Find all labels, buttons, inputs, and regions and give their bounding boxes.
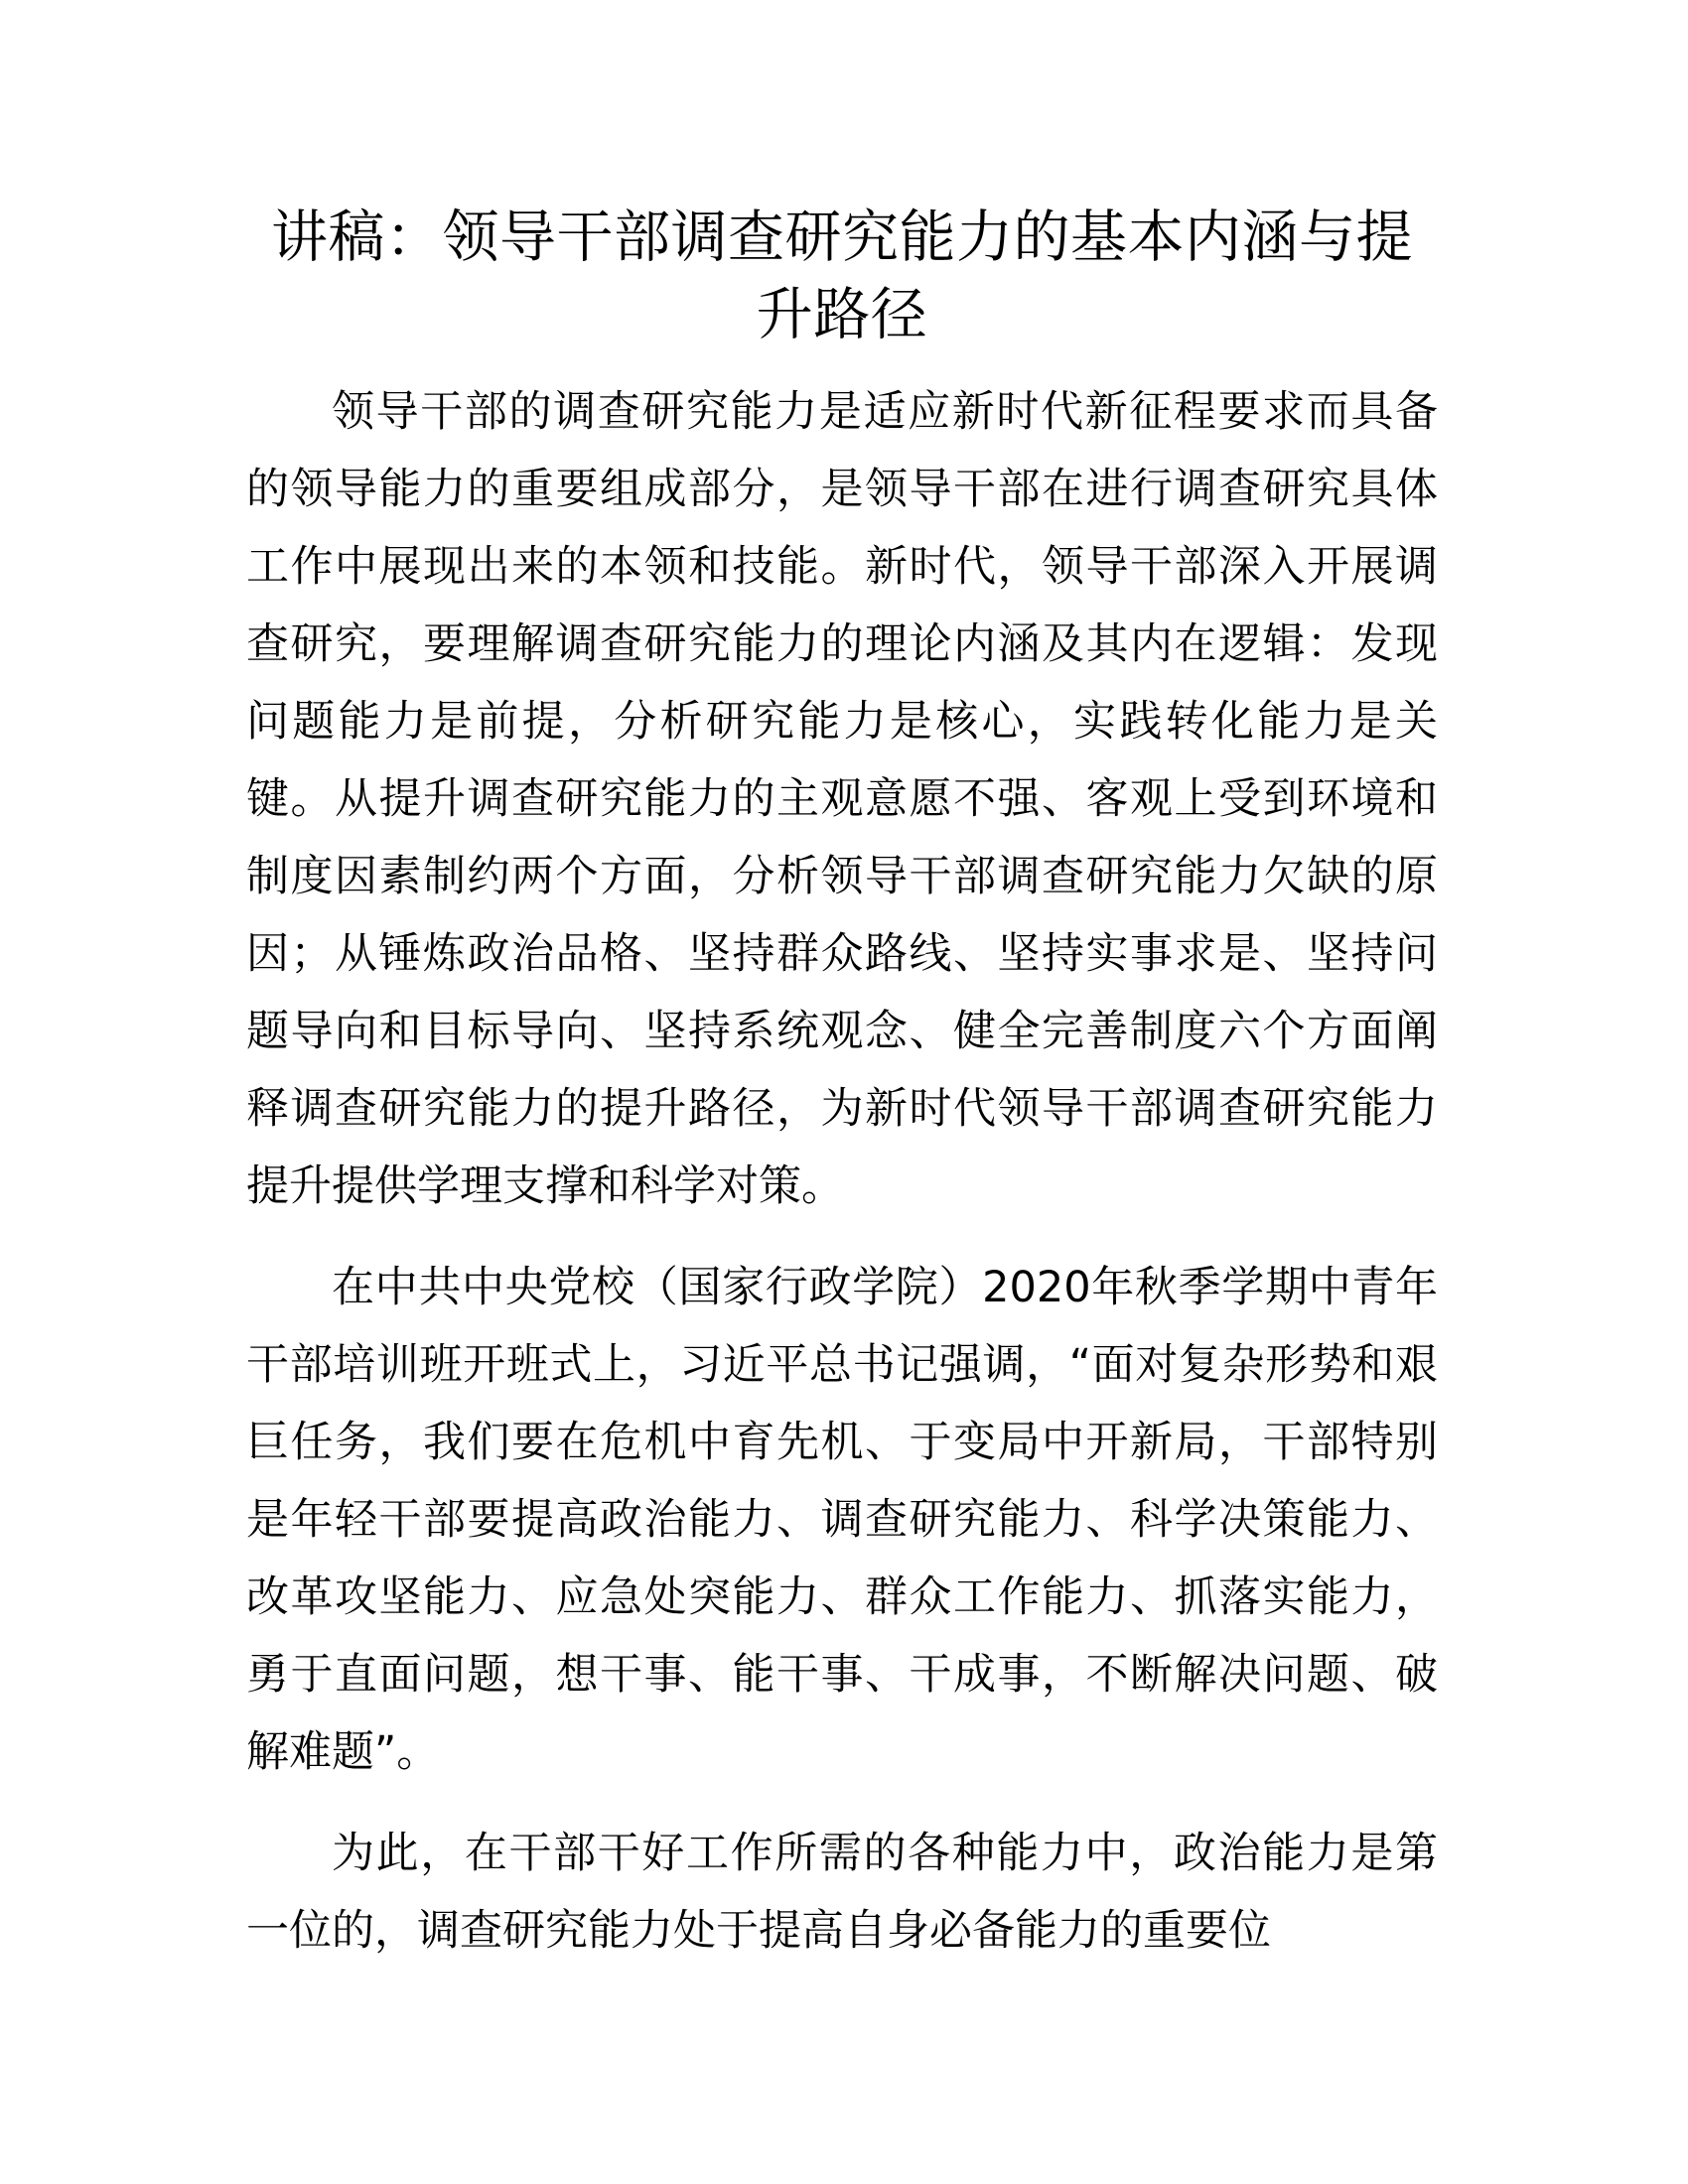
document-page bbox=[246, 199, 1438, 1970]
body-paragraph-1: 领导干部的调查研究能力是适应新时代新征程要求而具备的领导能力的重要组成部分，是领导干部在进行调查研究具体工作中展现出来的本领和技能。新时代，领导干部深入开展调查研究，要理解调查研究能力的理论内涵及其内在逻辑：发现问题能力是前提，分析研究能力是核心，实践转化能力是关键。从提升调查研究能力的主观意愿不强、客观上受到环境和制度因素制约两个方面，分析领导干部调查研究能力欠缺的原因；从锤炼政治品格、坚持群众路线、坚持实事求是、坚持问题导向和目标导向、坚持系统观念、健全完善制度六个方面阐释调查研究能力的提升路径，为新时代领导干部调查研究能力提升提供学理支撑和科学对策。 bbox=[246, 387, 1438, 1211]
body-paragraph-3: 为此，在干部干好工作所需的各种能力中，政治能力是第一位的，调查研究能力处于提高自身必备能力的重要位 bbox=[246, 1829, 1438, 1956]
body-paragraph-2: 在中共中央党校（国家行政学院）2020年秋季学期中青年干部培训班开班式上，习近平总书记强调，“面对复杂形势和艰巨任务，我们要在危机中育先机、于变局中开新局，干部特别是年轻干部要提高政治能力、调查研究能力、科学决策能力、改革攻坚能力、应急处突能力、群众工作能力、抓落实能力，勇于直面问题，想干事、能干事、干成事，不断解决问题、破解难题”。 bbox=[246, 1263, 1438, 1777]
document-title: 讲稿：领导干部调查研究能力的基本内涵与提升路径 bbox=[271, 205, 1413, 347]
